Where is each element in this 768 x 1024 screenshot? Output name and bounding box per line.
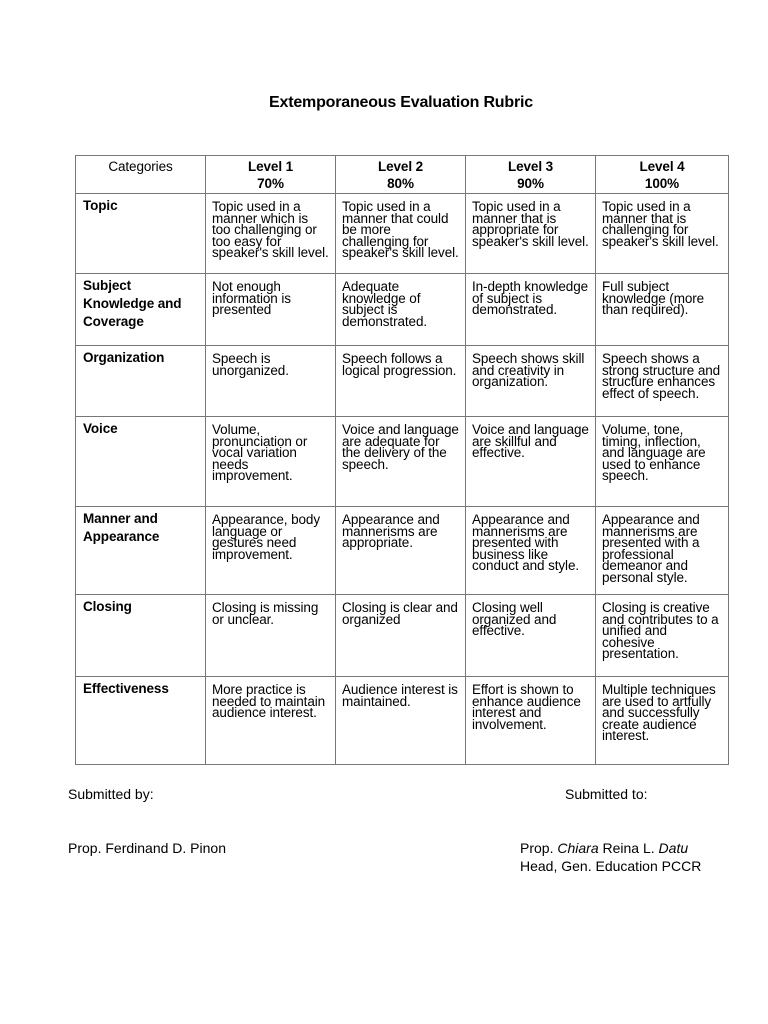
manner-appearance-level-4: Appearance and mannerisms are presented with a professional demeanor and personal style. <box>596 507 729 595</box>
organization-level-4: Speech shows a strong structure and structure enhances effect of speech. <box>596 346 729 417</box>
level-1-header <box>206 156 336 194</box>
level-3-percent: 90% <box>517 176 544 191</box>
effectiveness-level-2: Audience interest is maintained. <box>336 677 466 765</box>
table-row-subject-knowledge <box>76 274 729 346</box>
topic-level-2: Topic used in a manner that could be more challenging for speaker's skill level. <box>336 194 466 274</box>
subject-knowledge-level-3: In-depth knowledge of subject is demonstrated. <box>466 274 596 346</box>
closing-level-2: Closing is clear and organized <box>336 595 466 677</box>
receiver-block <box>520 839 701 875</box>
table-row-voice <box>76 417 729 507</box>
level-2-percent: 80% <box>387 176 414 191</box>
topic-level-3: Topic used in a manner that is appropriate for speaker's skill level. <box>466 194 596 274</box>
document-title: Extemporaneous Evaluation Rubric <box>269 94 533 111</box>
closing-level-3: Closing well organized and effective. <box>466 595 596 677</box>
rubric-table <box>75 155 729 765</box>
receiver-prefix: Prop. <box>520 840 558 856</box>
receiver-middle-name: Reina L. <box>598 840 659 856</box>
header-row <box>76 156 729 194</box>
organization-level-3: Speech shows skill and creativity in organization. <box>466 346 596 417</box>
submitted-by-label: Submitted by: <box>68 786 154 802</box>
level-2-header <box>336 156 466 194</box>
closing-level-4: Closing is creative and contributes to a unified and cohesive presentation. <box>596 595 729 677</box>
effectiveness-level-4: Multiple techniques are used to artfully and successfully create audience interest. <box>596 677 729 765</box>
voice-level-4: Volume, tone, timing, inflection, and language are used to enhance speech. <box>596 417 729 507</box>
level-3-name: Level 3 <box>507 159 554 174</box>
table-row-closing <box>76 595 729 677</box>
table-row-topic <box>76 194 729 274</box>
receiver-name <box>520 839 701 857</box>
topic-level-1: Topic used in a manner which is too challenging or too easy for speaker's skill level. <box>206 194 336 274</box>
receiver-last-name: Datu <box>658 840 689 856</box>
table-row-organization <box>76 346 729 417</box>
categories-header: Categories <box>76 156 206 194</box>
effectiveness-level-1: More practice is needed to maintain audience interest. <box>206 677 336 765</box>
manner-appearance-level-3: Appearance and mannerisms are presented with business like conduct and style. <box>466 507 596 595</box>
level-1-name: Level 1 <box>247 159 294 174</box>
category-organization: Organization <box>76 346 206 417</box>
category-manner-appearance: Manner and Appearance <box>76 507 206 595</box>
submitter-name: Prop. Ferdinand D. Pinon <box>68 840 226 856</box>
level-3-header <box>466 156 596 194</box>
receiver-title: Head, Gen. Education PCCR <box>520 858 702 874</box>
category-topic: Topic <box>76 194 206 274</box>
level-4-header <box>596 156 729 194</box>
submitted-to-label: Submitted to: <box>565 786 648 802</box>
voice-level-3: Voice and language are skillful and effective. <box>466 417 596 507</box>
voice-level-1: Volume, pronunciation or vocal variation needs improvement. <box>206 417 336 507</box>
category-closing: Closing <box>76 595 206 677</box>
effectiveness-level-3: Effort is shown to enhance audience interest and involvement. <box>466 677 596 765</box>
table-row-manner-appearance <box>76 507 729 595</box>
table-row-effectiveness <box>76 677 729 765</box>
topic-level-4: Topic used in a manner that is challenging for speaker's skill level. <box>596 194 729 274</box>
subject-knowledge-level-2: Adequate knowledge of subject is demonstrated. <box>336 274 466 346</box>
category-subject-knowledge: Subject Knowledge and Coverage <box>76 274 206 346</box>
level-1-percent: 70% <box>257 176 284 191</box>
manner-appearance-level-2: Appearance and mannerisms are appropriate. <box>336 507 466 595</box>
organization-level-2: Speech follows a logical progression. <box>336 346 466 417</box>
level-2-name: Level 2 <box>377 159 424 174</box>
subject-knowledge-level-4: Full subject knowledge (more than required). <box>596 274 729 346</box>
organization-level-1: Speech is unorganized. <box>206 346 336 417</box>
level-4-name: Level 4 <box>639 159 685 174</box>
voice-level-2: Voice and language are adequate for the delivery of the speech. <box>336 417 466 507</box>
closing-level-1: Closing is missing or unclear. <box>206 595 336 677</box>
category-voice: Voice <box>76 417 206 507</box>
category-effectiveness: Effectiveness <box>76 677 206 765</box>
level-4-percent: 100% <box>644 176 680 191</box>
receiver-first-name: Chiara <box>557 840 599 856</box>
manner-appearance-level-1: Appearance, body language or gestures need improvement. <box>206 507 336 595</box>
subject-knowledge-level-1: Not enough information is presented <box>206 274 336 346</box>
